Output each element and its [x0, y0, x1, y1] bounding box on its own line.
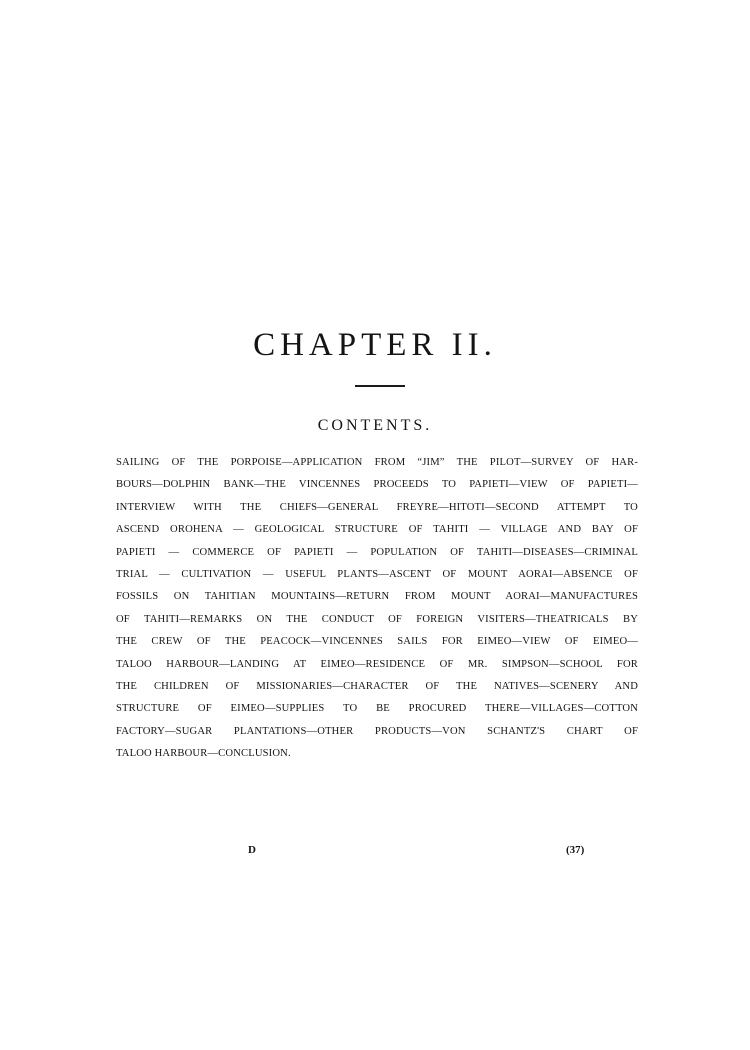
chapter-title: CHAPTER II. [253, 327, 497, 363]
contents-line: TALOO HARBOUR—CONCLUSION. [116, 748, 291, 760]
contents-line: OF TAHITI—REMARKS ON THE CONDUCT OF FOREIGN VISITERS—THEATRICALS BY [116, 613, 638, 625]
contents-line: BOURS—DOLPHIN BANK—THE VINCENNES PROCEEDS TO PAPIETI—VIEW OF PAPIETI— [116, 479, 638, 491]
contents-line: THE CREW OF THE PEACOCK—VINCENNES SAILS FOR EIMEO—VIEW OF EIMEO— [116, 636, 638, 648]
page-number: (37) [566, 844, 585, 856]
contents-line: TRIAL — CULTIVATION — USEFUL PLANTS—ASCENT OF MOUNT AORAI—ABSENCE OF [116, 568, 638, 580]
contents-line: STRUCTURE OF EIMEO—SUPPLIES TO BE PROCURED THERE—VILLAGES—COTTON [116, 703, 638, 715]
contents-line: ASCEND OROHENA — GEOLOGICAL STRUCTURE OF TAHITI — VILLAGE AND BAY OF [116, 524, 638, 536]
contents-line: FACTORY—SUGAR PLANTATIONS—OTHER PRODUCTS—VON SCHANTZ'S CHART OF [116, 725, 638, 737]
title-divider-rule [355, 385, 405, 387]
contents-line: PAPIETI — COMMERCE OF PAPIETI — POPULATION OF TAHITI—DISEASES—CRIMINAL [116, 546, 638, 558]
contents-summary [116, 452, 638, 765]
signature-mark: D [248, 844, 256, 856]
contents-line: FOSSILS ON TAHITIAN MOUNTAINS—RETURN FROM MOUNT AORAI—MANUFACTURES [116, 591, 638, 603]
contents-heading: CONTENTS. [317, 417, 433, 434]
contents-line: INTERVIEW WITH THE CHIEFS—GENERAL FREYRE—HITOTI—SECOND ATTEMPT TO [116, 501, 638, 513]
contents-line: SAILING OF THE PORPOISE—APPLICATION FROM “JIM” THE PILOT—SURVEY OF HAR- [116, 457, 638, 468]
contents-line: THE CHILDREN OF MISSIONARIES—CHARACTER OF THE NATIVES—SCENERY AND [116, 680, 638, 692]
contents-line: TALOO HARBOUR—LANDING AT EIMEO—RESIDENCE OF MR. SIMPSON—SCHOOL FOR [116, 658, 638, 670]
